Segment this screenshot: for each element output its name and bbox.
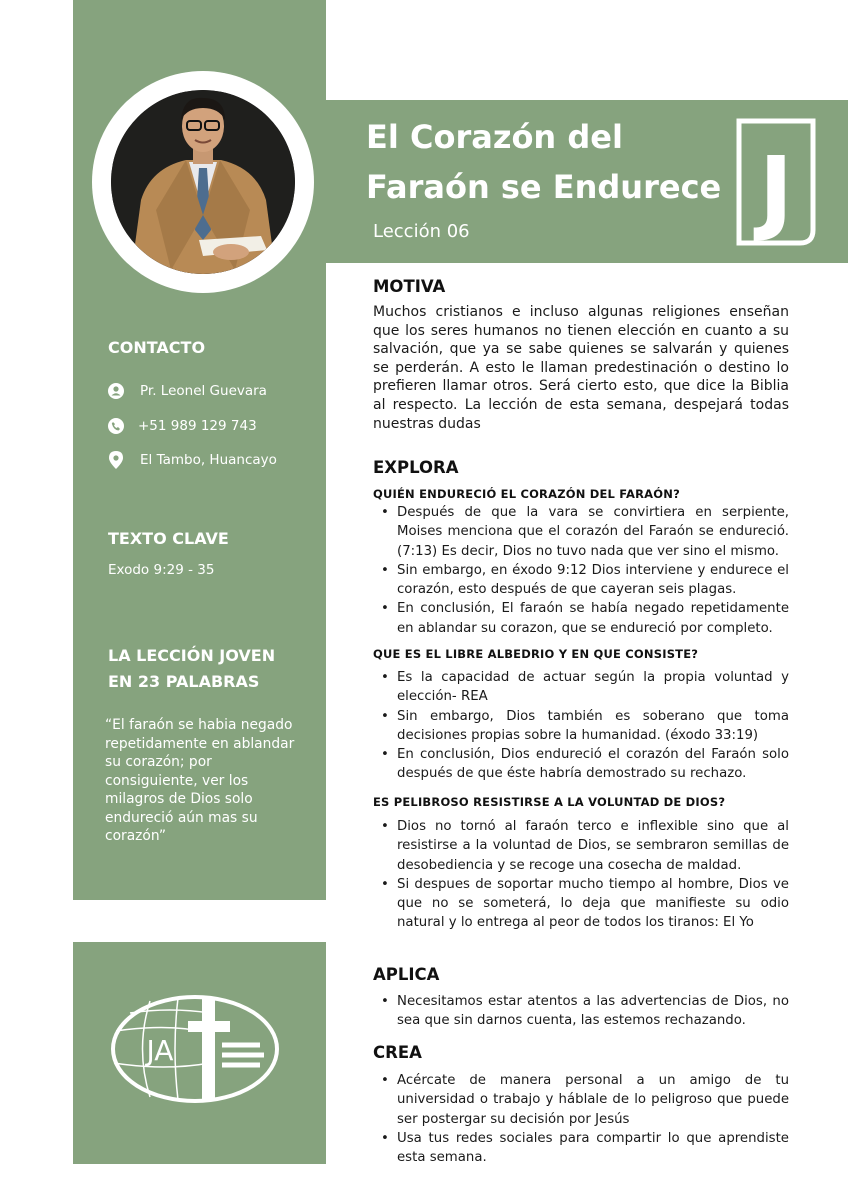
summary-quote: “El faraón se habia negado repetidamente en ablandar su corazón; por consiguiente, ver los milagros de Dios solo endureció aún mas su corazón” xyxy=(105,717,295,844)
list-item: • Sin embargo, en éxodo 9:12 Dios interviene y endurece el corazón, esto después de que cayeran seis plagas. xyxy=(397,561,789,600)
speaker-photo xyxy=(111,90,295,274)
svg-text:JA: JA xyxy=(146,1034,174,1067)
ja-logo-icon xyxy=(110,993,280,1109)
explora-heading: EXPLORA xyxy=(373,458,459,477)
list-item: • Sin embargo, Dios también es soberano que toma decisiones propias sobre la humanidad. (éxodo 33:19) xyxy=(397,707,789,746)
crea-heading: CREA xyxy=(373,1043,422,1062)
list-item: • Después de que la vara se convirtiera en serpiente, Moises menciona que el corazón del Faraón se endureció. (7:13) Es decir, Dios no tuvo nada que ver sino el mismo. xyxy=(397,503,789,561)
svg-text:J: J xyxy=(758,137,794,244)
explora-list xyxy=(373,503,789,638)
crea-list xyxy=(373,1071,789,1167)
motiva-text: Muchos cristianos e incluso algunas religiones enseñan que los seres humanos no tienen elección en cuanto a su salvación, que ya se sabe quienes se salvarán y quienes se perderán. A esto le llaman predestinación o destino lo prefieren llamar otros. Será cierto esto, que dice la Biblia al respecto. La lección de esta semana, despejará todas nuestras dudas xyxy=(373,304,789,432)
list-item: • Necesitamos estar atentos a las advertencias de Dios, no sea que sin darnos cuenta, las estemos rechazando. xyxy=(397,992,789,1031)
list-item: • Dios no tornó al faraón terco e inflexible sino que al resistirse a la voluntad de Dios, se sembraron semillas de desobediencia y se recoge una cosecha de maldad. xyxy=(397,817,789,875)
explora-list xyxy=(373,668,789,784)
aplica-heading: APLICA xyxy=(373,965,440,984)
list-item: • Acércate de manera personal a un amigo de tu universidad o trabajo y háblale de lo peligroso que puede ser postergar su decisión por Jesús xyxy=(397,1071,789,1129)
explora-subheading: QUE ES EL LIBRE ALBEDRIO Y EN QUE CONSISTE? xyxy=(373,647,699,661)
person-icon xyxy=(108,383,124,399)
contact-phone: +51 989 129 743 xyxy=(138,418,257,434)
explora-subheading: QUIÉN ENDURECIÓ EL CORAZÓN DEL FARAÓN? xyxy=(373,487,680,501)
motiva-heading: MOTIVA xyxy=(373,277,446,296)
phone-icon xyxy=(108,418,124,434)
key-text: Exodo 9:29 - 35 xyxy=(108,562,215,578)
contact-name: Pr. Leonel Guevara xyxy=(140,383,267,399)
contact-name-row xyxy=(108,383,267,399)
explora-list xyxy=(373,817,789,933)
list-item: • En conclusión, El faraón se había negado repetidamente en ablandar su corazon, que se endureció por completo. xyxy=(397,599,789,638)
explora-subheading: ES PELIBROSO RESISTIRSE A LA VOLUNTAD DE DIOS? xyxy=(373,795,726,809)
contact-heading: CONTACTO xyxy=(108,338,206,357)
j-logo-icon xyxy=(736,118,816,250)
lesson-number: Lección 06 xyxy=(373,221,470,242)
key-text-heading: TEXTO CLAVE xyxy=(108,529,229,548)
aplica-list xyxy=(373,992,789,1031)
list-item: • Es la capacidad de actuar según la propia voluntad y elección- REA xyxy=(397,668,789,707)
contact-location: El Tambo, Huancayo xyxy=(140,452,277,468)
contact-phone-row[interactable] xyxy=(108,418,257,434)
page-title: El Corazón del Faraón se Endurece xyxy=(366,118,722,206)
summary-heading: LA LECCIÓN JOVEN EN 23 PALABRAS xyxy=(108,646,276,691)
list-item: • Usa tus redes sociales para compartir lo que aprendiste esta semana. xyxy=(397,1129,789,1168)
list-item: • En conclusión, Dios endureció el corazón del Faraón solo después de que éste habría demostrado su rechazo. xyxy=(397,745,789,784)
list-item: • Si despues de soportar mucho tiempo al hombre, Dios ve que no se someterá, lo deja que manifieste su odio natural y lo entrega al peor de todos los tiranos: El Yo xyxy=(397,875,789,933)
location-pin-icon xyxy=(108,451,124,469)
contact-location-row xyxy=(108,451,277,469)
